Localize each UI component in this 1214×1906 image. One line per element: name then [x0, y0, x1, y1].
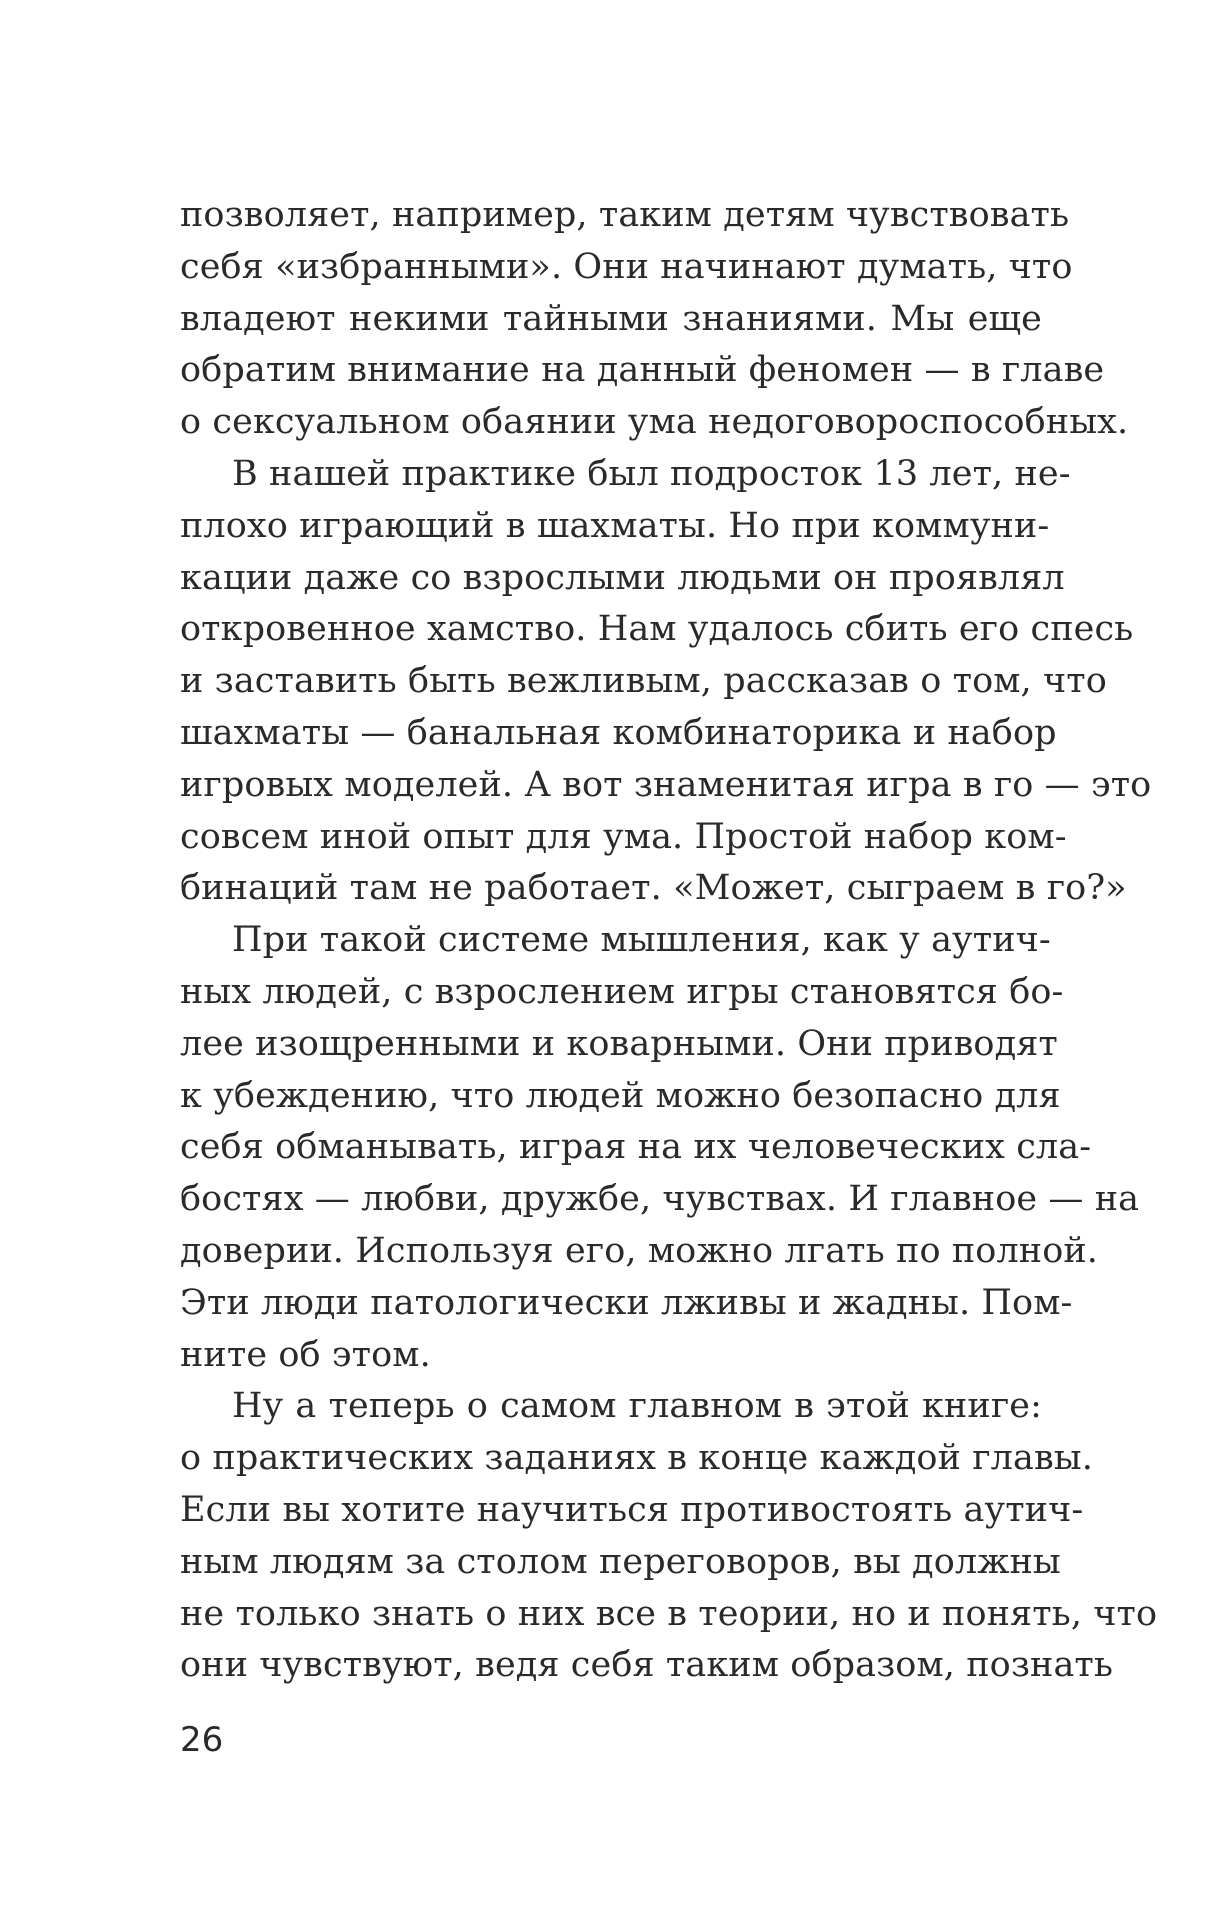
- text-line: не только знать о них все в теории, но и понять, что: [180, 1593, 1158, 1634]
- text-line: и заставить быть вежливым, рассказав о том, что: [180, 661, 1107, 702]
- text-line: о сексуальном обаянии ума недоговороспособных.: [180, 402, 1129, 443]
- text-line: себя обманывать, играя на их человеческих сла-: [180, 1127, 1092, 1168]
- text-line: Ну а теперь о самом главном в этой книге:: [232, 1386, 1042, 1427]
- text-line: ным людям за столом переговоров, вы должны: [180, 1541, 1061, 1582]
- text-line: обратим внимание на данный феномен — в главе: [180, 350, 1105, 391]
- text-line: кации даже со взрослыми людьми он проявлял: [180, 557, 1065, 598]
- text-line: ных людей, с взрослением игры становятся бо-: [180, 971, 1064, 1012]
- text-line: они чувствуют, ведя себя таким образом, познать: [180, 1645, 1114, 1686]
- text-line: Если вы хотите научиться противостоять аутич-: [180, 1489, 1084, 1530]
- text-line: При такой системе мышления, как у аутич-: [232, 920, 1051, 961]
- text-line: позволяет, например, таким детям чувствовать: [180, 195, 1070, 235]
- text-line: совсем иной опыт для ума. Простой набор ком-: [180, 816, 1067, 857]
- text-line: игровых моделей. А вот знаменитая игра в го — это: [180, 764, 1152, 805]
- text-line: откровенное хамство. Нам удалось сбить его спесь: [180, 609, 1134, 650]
- text-line: себя «избранными». Они начинают думать, что: [180, 246, 1073, 287]
- page-number: 26: [180, 1720, 224, 1760]
- body-text: [180, 190, 1158, 1692]
- text-line: владеют некими тайными знаниями. Мы еще: [180, 298, 1042, 339]
- text-line: к убеждению, что людей можно безопасно для: [180, 1075, 1061, 1116]
- text-line: Эти люди патологически лживы и жадны. Пом-: [180, 1282, 1073, 1323]
- text-line: шахматы — банальная комбинаторика и набор: [180, 712, 1057, 753]
- text-line: плохо играющий в шахматы. Но при коммуни-: [180, 505, 1050, 546]
- text-line: доверии. Используя его, можно лгать по полной.: [180, 1230, 1099, 1271]
- text-line: о практических заданиях в конце каждой главы.: [180, 1438, 1093, 1479]
- text-line: бостях — любви, дружбе, чувствах. И главное — на: [180, 1179, 1140, 1220]
- text-line: В нашей практике был подросток 13 лет, не-: [232, 453, 1071, 494]
- text-line: ните об этом.: [180, 1334, 431, 1375]
- text-line: бинаций там не работает. «Может, сыграем в го?»: [180, 868, 1127, 909]
- text-line: лее изощренными и коварными. Они приводят: [180, 1023, 1058, 1064]
